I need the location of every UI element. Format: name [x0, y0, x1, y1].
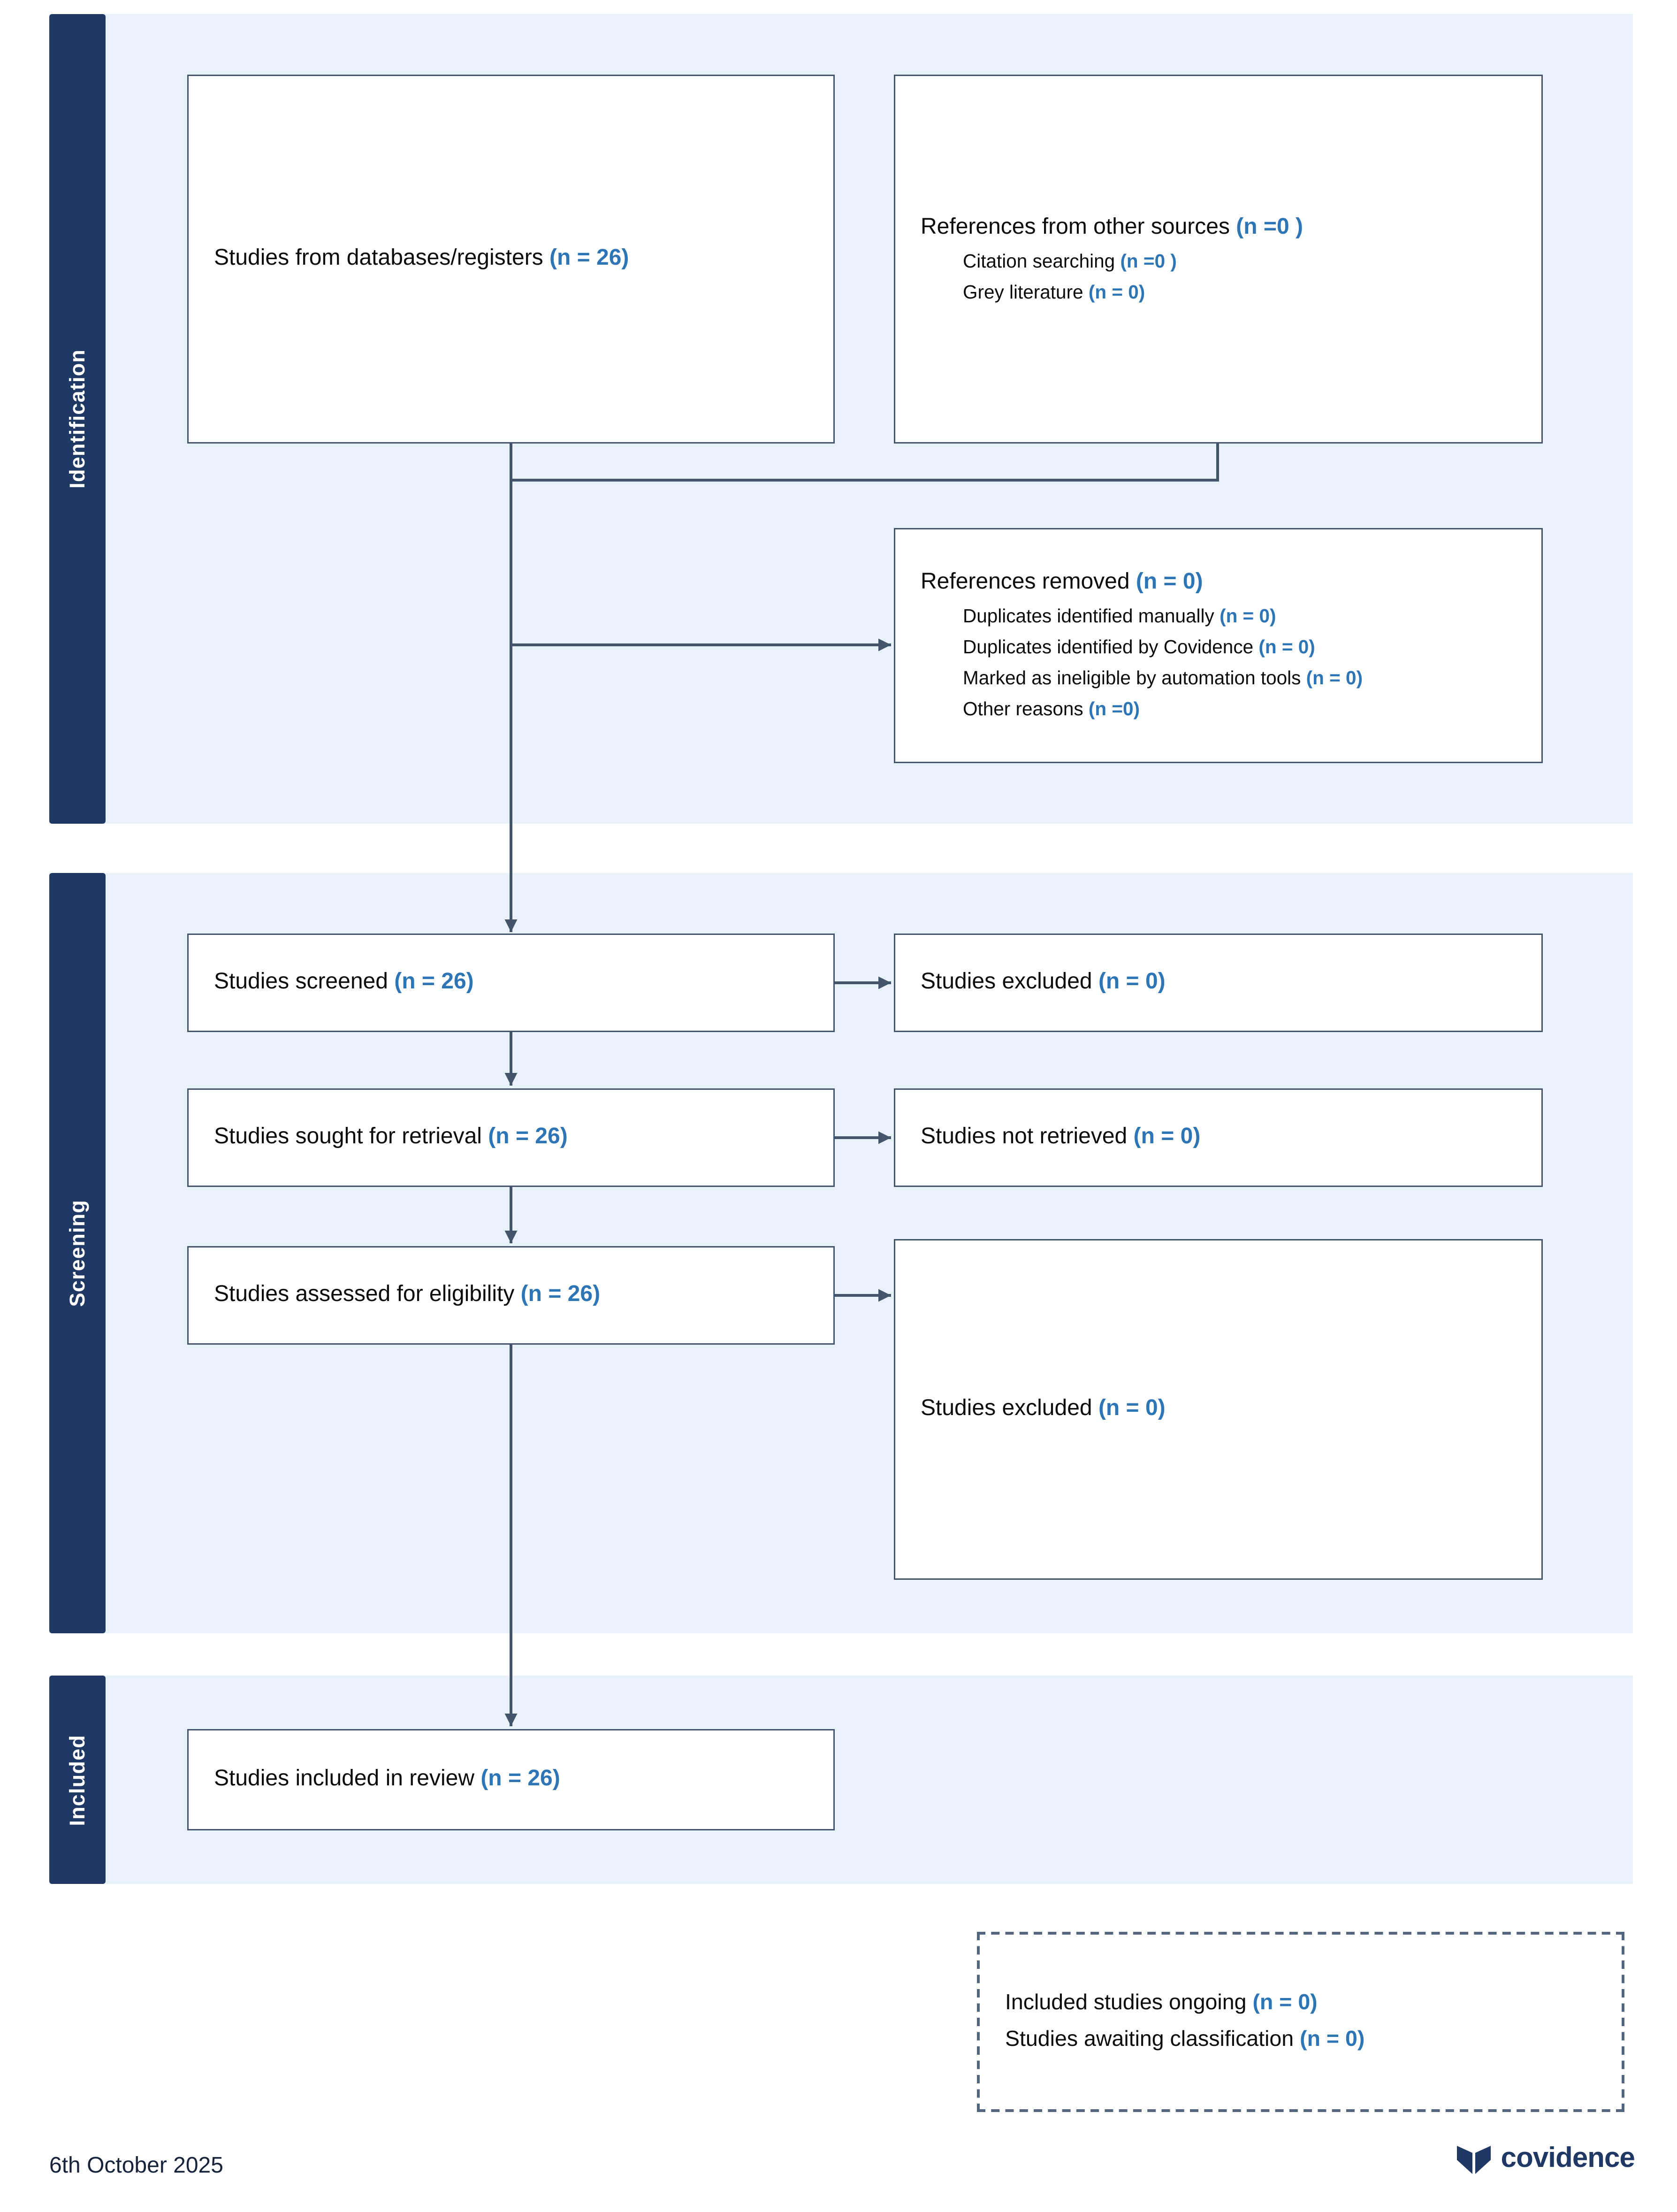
- box-studies-not-retrieved: [894, 1088, 1543, 1187]
- box-count: (n = 26): [488, 1125, 568, 1149]
- covidence-logo: [1456, 2143, 1635, 2175]
- box-text: [214, 1121, 808, 1155]
- box-studies-excluded-screening: [894, 934, 1543, 1032]
- box-count: (n =0 ): [1120, 250, 1177, 271]
- box-text: [214, 1278, 808, 1312]
- box-label: Marked as ineligible by automation tools: [963, 667, 1306, 689]
- box-count: (n = 0): [1300, 2028, 1365, 2051]
- included-phase-label: Included: [65, 1734, 90, 1826]
- box-subline: [921, 663, 1516, 694]
- box-label: Studies sought for retrieval: [214, 1125, 488, 1149]
- box-count: (n = 0): [1258, 636, 1315, 658]
- box-count: (n =0 ): [1236, 214, 1303, 239]
- box-references-other-sources: [894, 75, 1543, 444]
- box-subline: [921, 246, 1516, 277]
- box-label: Studies screened: [214, 970, 395, 994]
- report-date: 6th October 2025: [49, 2154, 223, 2178]
- box-label: Studies included in review: [214, 1767, 481, 1791]
- box-label: Duplicates identified manually: [963, 605, 1220, 627]
- box-studies-from-databases: [187, 75, 835, 444]
- box-studies-sought-retrieval: [187, 1088, 835, 1187]
- box-count: (n = 0): [1088, 281, 1145, 302]
- box-label: Studies excluded: [921, 1397, 1098, 1421]
- box-text: [921, 1393, 1516, 1426]
- box-subline: [921, 277, 1516, 308]
- covidence-wordmark: covidence: [1501, 2143, 1635, 2174]
- box-count: (n = 0): [1098, 970, 1166, 994]
- box-text: [214, 1763, 808, 1797]
- box-label: Grey literature: [963, 281, 1089, 302]
- box-text: [921, 211, 1516, 245]
- included-phase-bar: [49, 1676, 106, 1884]
- box-count: (n =0): [1088, 698, 1140, 719]
- box-text: [214, 242, 808, 276]
- screening-phase-bar: [49, 873, 106, 1633]
- covidence-logo-icon: [1456, 2144, 1493, 2175]
- box-text: [921, 966, 1516, 1000]
- box-count: (n = 0): [1252, 1991, 1318, 2015]
- box-subline: [921, 694, 1516, 725]
- identification-phase-bar: [49, 14, 106, 824]
- box-count: (n = 0): [1306, 667, 1363, 689]
- box-label: Citation searching: [963, 250, 1121, 271]
- box-label: Studies excluded: [921, 970, 1098, 994]
- box-ongoing-awaiting-classification: [977, 1932, 1624, 2112]
- screening-phase-label: Screening: [65, 1199, 90, 1307]
- box-label: Studies not retrieved: [921, 1125, 1134, 1149]
- box-label: References from other sources: [921, 214, 1236, 239]
- box-subline: [921, 601, 1516, 632]
- box-count: (n = 0): [1136, 570, 1203, 594]
- box-count: (n = 0): [1220, 605, 1276, 627]
- box-label: Included studies ongoing: [1005, 1991, 1253, 2015]
- box-studies-screened: [187, 934, 835, 1032]
- box-text: [1005, 2022, 1596, 2059]
- box-text: [1005, 1985, 1596, 2022]
- box-count: (n = 26): [520, 1283, 601, 1307]
- identification-phase-label: Identification: [65, 349, 90, 489]
- box-subline: [921, 632, 1516, 663]
- box-label: Studies assessed for eligibility: [214, 1283, 521, 1307]
- box-count: (n = 0): [1098, 1397, 1166, 1421]
- box-label: Studies from databases/registers: [214, 246, 550, 270]
- box-label: References removed: [921, 570, 1136, 594]
- box-count: (n = 26): [549, 246, 629, 270]
- box-text: [921, 566, 1516, 600]
- box-studies-excluded-eligibility: [894, 1239, 1543, 1580]
- box-studies-included-review: [187, 1729, 835, 1830]
- box-count: (n = 26): [480, 1767, 560, 1791]
- box-text: [921, 1121, 1516, 1155]
- box-count: (n = 0): [1133, 1125, 1201, 1149]
- box-label: Studies awaiting classification: [1005, 2028, 1300, 2051]
- box-studies-assessed-eligibility: [187, 1246, 835, 1345]
- box-label: Other reasons: [963, 698, 1089, 719]
- box-label: Duplicates identified by Covidence: [963, 636, 1259, 658]
- box-text: [214, 966, 808, 1000]
- box-references-removed: [894, 528, 1543, 763]
- box-count: (n = 26): [394, 970, 474, 994]
